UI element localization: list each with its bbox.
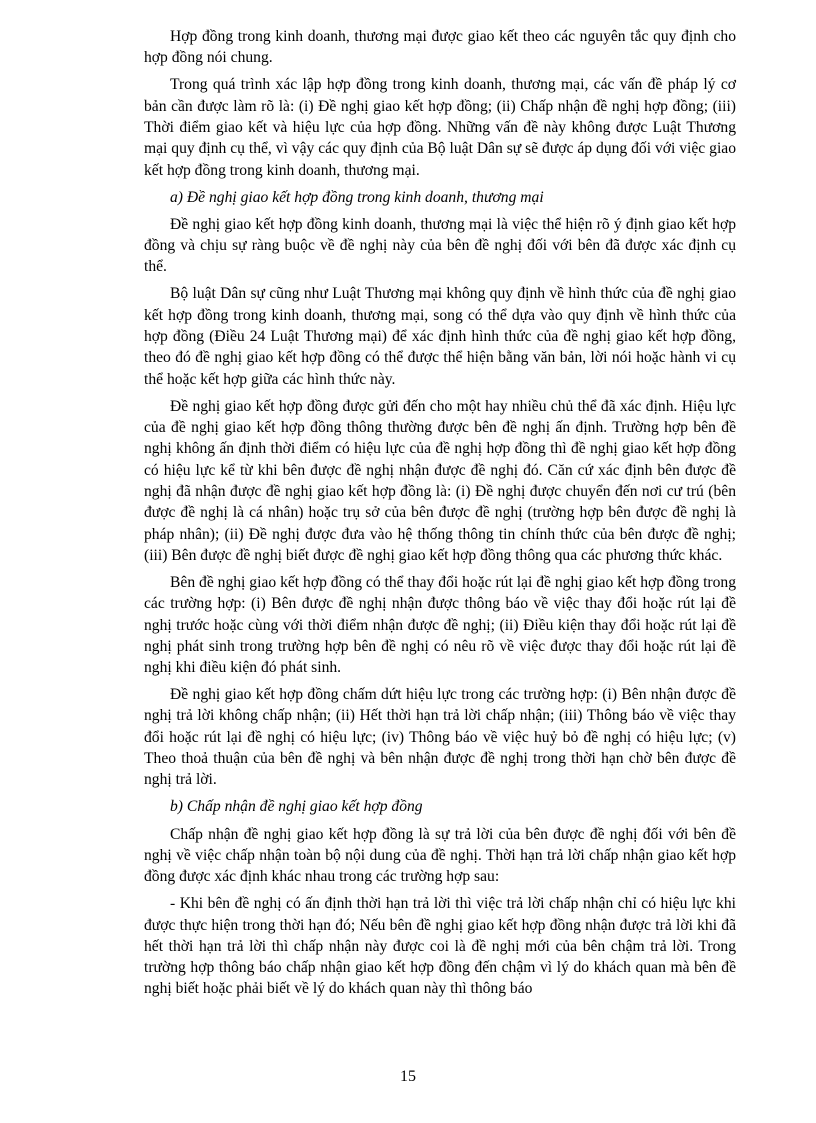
paragraph-6: Bên đề nghị giao kết hợp đồng có thể thay đổi hoặc rút lại đề nghị giao kết hợp đồng trong các trường hợp: (i) Bên được đề nghị nhận được thông báo về việc thay đổi hoặc rút lại đề nghị trước hoặc cùng với thời điểm nhận được đề nghị; (ii) Điều kiện thay đổi hoặc rút lại đề nghị phát sinh trong trường hợp bên đề nghị có nêu rõ về việc được thay đổi hoặc rút lại đề nghị khi điều kiện đó phát sinh. — [144, 573, 736, 677]
paragraph-7: Đề nghị giao kết hợp đồng chấm dứt hiệu lực trong các trường hợp: (i) Bên nhận được đề nghị trả lời không chấp nhận; (ii) Hết thời hạn trả lời chấp nhận; (iii) Thông báo về việc thay đổi hoặc rút lại đề nghị có hiệu lực; (iv) Thông báo về việc huỷ bỏ đề nghị có hiệu lực; (v) Theo thoả thuận của bên đề nghị và bên nhận được đề nghị trong thời hạn chờ bên được đề nghị trả lời. — [144, 686, 736, 789]
page-number: 15 — [400, 1068, 416, 1085]
paragraph-5: Đề nghị giao kết hợp đồng được gửi đến cho một hay nhiều chủ thể đã xác định. Hiệu lực của đề nghị giao kết hợp đồng thông thường được bên đề nghị ấn định. Trường hợp bên đề nghị không ấn định thời điểm có hiệu lực của đề nghị hợp đồng thì đề nghị giao kết hợp đồng có hiệu lực kể từ khi bên được đề nghị nhận được đề nghị đó. Căn cứ xác định bên được đề nghị đã nhận được đề nghị giao kết hợp đồng là: (i) Đề nghị được chuyển đến nơi cư trú (bên được đề nghị là cá nhân) hoặc trụ sở của bên được đề nghị (trường hợp bên được đề nghị là pháp nhân); (ii) Đề nghị được đưa vào hệ thống thông tin chính thức của bên được đề nghị; (iii) Bên được đề nghị biết được đề nghị giao kết hợp đồng thông qua các phương thức khác. — [144, 397, 736, 564]
paragraph-3: Đề nghị giao kết hợp đồng kinh doanh, thương mại là việc thể hiện rõ ý định giao kết hợp đồng và chịu sự ràng buộc về đề nghị này của bên đề nghị đối với bên đã được xác định cụ thể. — [144, 215, 736, 276]
paragraph-9: - Khi bên đề nghị có ấn định thời hạn trả lời thì việc trả lời chấp nhận chỉ có hiệu lực khi được thực hiện trong thời hạn đó; Nếu bên đề nghị giao kết hợp đồng nhận được trả lời khi đã hết thời hạn trả lời thì chấp nhận này được coi là đề nghị mới của bên chậm trả lời. Trong trường hợp thông báo chấp nhận giao kết hợp đồng đến chậm vì lý do khách quan mà bên đề nghị biết hoặc phải biết về lý do khách quan này thì thông báo — [144, 895, 736, 998]
document-body — [144, 26, 736, 1006]
paragraph-2: Trong quá trình xác lập hợp đồng trong kinh doanh, thương mại, các vấn đề pháp lý cơ bản cần được làm rõ là: (i) Đề nghị giao kết hợp đồng; (ii) Chấp nhận đề nghị hợp đồng; (iii) Thời điểm giao kết và hiệu lực của hợp đồng. Những vấn đề này không được Luật Thương mại quy định cụ thể, vì vậy các quy định của Bộ luật Dân sự sẽ được áp dụng đối với việc giao kết hợp đồng trong kinh doanh, thương mại. — [144, 76, 736, 179]
section-heading-a: a) Đề nghị giao kết hợp đồng trong kinh doanh, thương mại — [170, 188, 544, 206]
section-heading-b: b) Chấp nhận đề nghị giao kết hợp đồng — [170, 798, 423, 816]
paragraph-8: Chấp nhận đề nghị giao kết hợp đồng là sự trả lời của bên được đề nghị đối với bên đề nghị về việc chấp nhận toàn bộ nội dung của đề nghị. Thời hạn trả lời chấp nhận giao kết hợp đồng được xác định khác nhau trong các trường hợp sau: — [144, 825, 736, 886]
paragraph-4: Bộ luật Dân sự cũng như Luật Thương mại không quy định về hình thức của đề nghị giao kết hợp đồng trong kinh doanh, thương mại, song có thể dựa vào quy định về hình thức của hợp đồng (Điều 24 Luật Thương mại) để xác định hình thức của đề nghị giao kết hợp đồng, theo đó đề nghị giao kết hợp đồng có thể được thể hiện bằng văn bản, lời nói hoặc hành vi cụ thể hoặc kết hợp giữa các hình thức này. — [144, 285, 736, 388]
paragraph-1: Hợp đồng trong kinh doanh, thương mại được giao kết theo các nguyên tắc quy định cho hợp đồng nói chung. — [144, 28, 736, 67]
